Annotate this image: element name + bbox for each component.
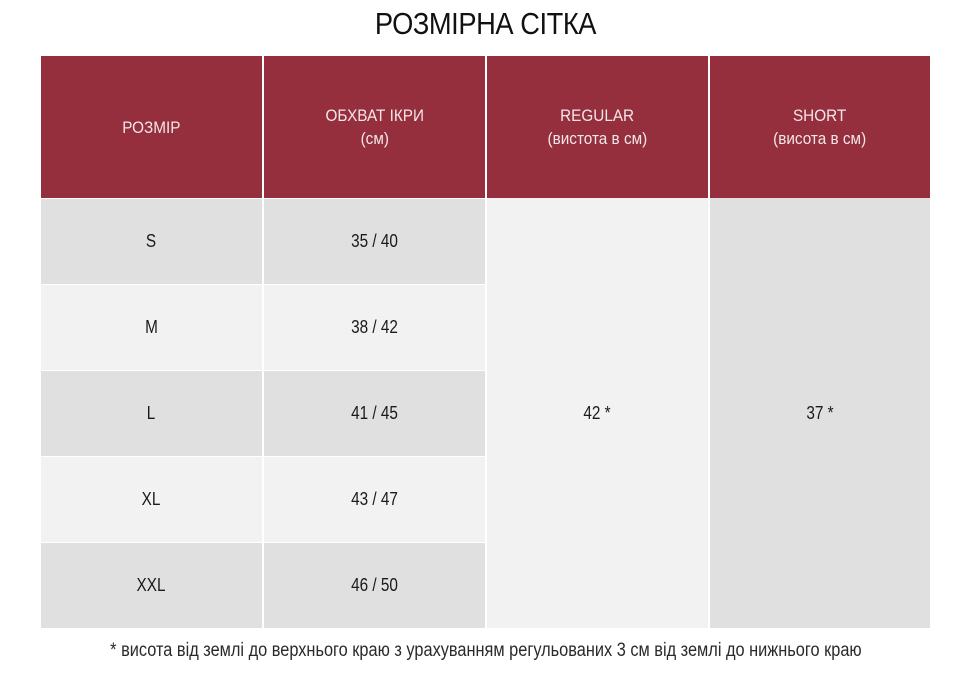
table-row-calf xyxy=(264,543,485,628)
calf-value: 46 / 50 xyxy=(351,575,398,595)
header-calf-label: ОБХВАТ ІКРИ xyxy=(325,106,424,125)
table-row-size xyxy=(41,199,262,284)
header-calf-circumference xyxy=(264,56,485,198)
calf-value: 35 / 40 xyxy=(351,231,398,251)
header-size-label: РОЗМІР xyxy=(122,117,181,137)
table-row-calf xyxy=(264,371,485,456)
size-chart-table xyxy=(41,56,930,625)
size-value: XL xyxy=(142,489,161,509)
table-row-calf xyxy=(264,285,485,370)
footnote-text: * висота від землі до верхнього краю з урахуванням регульованих 3 см від землі до нижнього краю xyxy=(109,640,862,661)
short-height-value: 37 * xyxy=(806,402,834,423)
header-short-label: SHORT xyxy=(793,106,847,125)
size-value: S xyxy=(146,231,157,251)
header-calf-unit: (см) xyxy=(360,129,389,148)
header-regular-label: REGULAR xyxy=(560,106,635,125)
calf-value: 41 / 45 xyxy=(351,403,398,423)
regular-height-cell xyxy=(487,198,708,628)
header-short-unit: (висота в см) xyxy=(773,129,867,148)
size-value: XXL xyxy=(137,575,166,595)
page-title: РОЗМІРНА СІТКА xyxy=(374,6,597,41)
table-row-size xyxy=(41,371,262,456)
size-value: L xyxy=(147,403,156,423)
calf-value: 43 / 47 xyxy=(351,489,398,509)
footnote xyxy=(0,640,971,662)
table-row-calf xyxy=(264,457,485,542)
calf-value: 38 / 42 xyxy=(351,317,398,337)
table-row-size xyxy=(41,457,262,542)
header-short xyxy=(710,56,930,198)
header-size xyxy=(41,56,262,198)
size-value: M xyxy=(145,317,158,337)
short-height-cell xyxy=(710,198,930,628)
header-regular-unit: (вистота в см) xyxy=(547,129,648,148)
table-row-size xyxy=(41,285,262,370)
regular-height-value: 42 * xyxy=(583,402,612,423)
table-row-size xyxy=(41,543,262,628)
header-regular xyxy=(487,56,708,198)
table-row-calf xyxy=(264,199,485,284)
